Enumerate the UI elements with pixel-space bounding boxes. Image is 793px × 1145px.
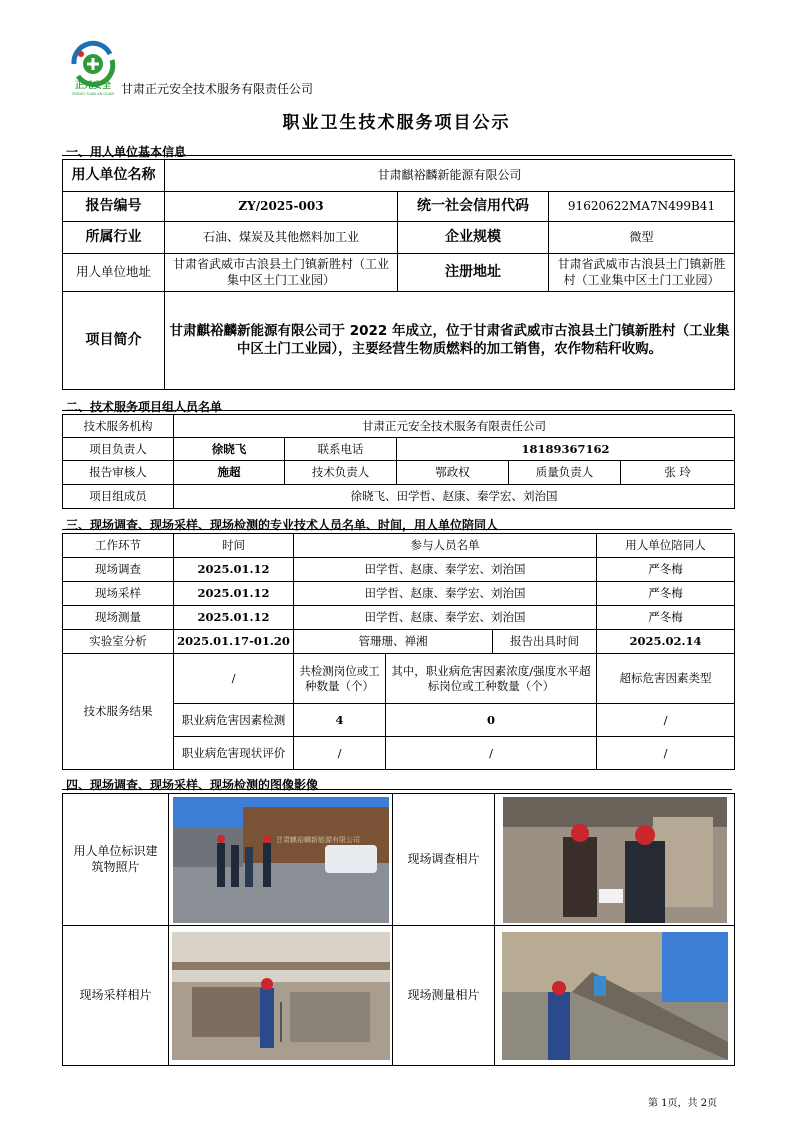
eval-total: / xyxy=(294,737,386,770)
row-stage: 现场采样 xyxy=(63,582,174,606)
tech-lead-value: 鄂政权 xyxy=(397,461,509,485)
report-no-label: 报告编号 xyxy=(63,192,165,222)
industry-label: 所属行业 xyxy=(63,222,165,254)
row-people: 田学哲、赵康、秦学宏、刘治国 xyxy=(294,582,597,606)
logo-text: 正元安全 xyxy=(74,81,112,91)
members-value: 徐晓飞、田学哲、赵康、秦学宏、刘治国 xyxy=(174,485,735,509)
eval-type: / xyxy=(597,737,735,770)
credit-code-value: 91620622MA7N499B41 xyxy=(549,192,735,222)
row-people: 田学哲、赵康、秦学宏、刘治国 xyxy=(294,606,597,630)
photo-measurement xyxy=(502,932,728,1060)
row-escort: 严冬梅 xyxy=(597,606,735,630)
table-row xyxy=(63,582,735,606)
header-company-name: 甘肃正元安全技术服务有限责任公司 xyxy=(121,82,314,96)
photo1-label: 用人单位标识建筑物照片 xyxy=(63,794,169,926)
photo-table xyxy=(62,793,735,1066)
photo-onsite-survey xyxy=(503,797,727,923)
section1-rule xyxy=(62,155,732,156)
detect-label: 职业病危害因素检测 xyxy=(174,704,294,737)
photo4-label: 现场测量相片 xyxy=(393,926,495,1066)
org-label: 技术服务机构 xyxy=(63,415,174,438)
row-time: 2025.01.12 xyxy=(174,582,294,606)
row-escort: 严冬梅 xyxy=(597,558,735,582)
reviewer-label: 报告审核人 xyxy=(63,461,174,485)
intro-value: 甘肃麒裕麟新能源有限公司于 2022 年成立，位于甘肃省武威市古浪县土门镇新胜村（工业集中区土门工业园），主要经营生物质燃料的加工销售，农作物秸秆收购。 xyxy=(165,292,735,390)
section3-heading: 三、现场调查、现场采样、现场检测的专业技术人员名单、时间，用人单位陪同人 xyxy=(66,518,499,532)
intro-label: 项目简介 xyxy=(63,292,165,390)
phone-value: 18189367162 xyxy=(397,438,735,461)
row-people: 田学哲、赵康、秦学宏、刘治国 xyxy=(294,558,597,582)
org-value: 甘肃正元安全技术服务有限责任公司 xyxy=(174,415,735,438)
eval-over: / xyxy=(386,737,597,770)
results-slash: / xyxy=(174,654,294,704)
reviewer-value: 施超 xyxy=(174,461,285,485)
reg-address-label: 注册地址 xyxy=(398,254,549,292)
credit-code-label: 统一社会信用代码 xyxy=(398,192,549,222)
lab-label: 实验室分析 xyxy=(63,630,174,654)
row-escort: 严冬梅 xyxy=(597,582,735,606)
basic-info-table xyxy=(62,159,735,390)
lab-people: 管珊珊、禅湘 xyxy=(294,630,493,654)
qa-value: 张 玲 xyxy=(621,461,735,485)
logo-subtext: ZHENG YUAN AN QUAN xyxy=(71,92,115,96)
results-col3: 超标危害因素类型 xyxy=(597,654,735,704)
page-footer: 第 1页，共 2页 xyxy=(648,1098,718,1109)
photo2-cell xyxy=(495,794,735,926)
table-row xyxy=(63,606,735,630)
leader-value: 徐晓飞 xyxy=(174,438,285,461)
photo4-cell xyxy=(495,926,735,1066)
row-stage: 现场调查 xyxy=(63,558,174,582)
lab-time: 2025.01.17-01.20 xyxy=(174,630,294,654)
table-row xyxy=(63,558,735,582)
address-label: 用人单位地址 xyxy=(63,254,165,292)
reg-address-value: 甘肃省武威市古浪县土门镇新胜村（工业集中区土门工业园） xyxy=(549,254,735,292)
members-label: 项目组成员 xyxy=(63,485,174,509)
scale-label: 企业规模 xyxy=(398,222,549,254)
report-date-label: 报告出具时间 xyxy=(493,630,597,654)
report-date-value: 2025.02.14 xyxy=(597,630,735,654)
sign-text: 甘肃麒裕麟新能源有限公司 xyxy=(275,835,360,844)
section1-heading: 一、用人单位基本信息 xyxy=(66,145,187,159)
detect-total: 4 xyxy=(294,704,386,737)
photo1-cell xyxy=(169,794,393,926)
phone-label: 联系电话 xyxy=(285,438,397,461)
photo-sampling xyxy=(172,932,390,1060)
row-time: 2025.01.12 xyxy=(174,606,294,630)
results-col2: 其中，职业病危害因素浓度/强度水平超标岗位或工种数量（个） xyxy=(386,654,597,704)
col-escort: 用人单位陪同人 xyxy=(597,534,735,558)
scale-value: 微型 xyxy=(549,222,735,254)
photo3-cell xyxy=(169,926,393,1066)
col-time: 时间 xyxy=(174,534,294,558)
results-col1: 共检测岗位或工种数量（个） xyxy=(294,654,386,704)
col-stage: 工作环节 xyxy=(63,534,174,558)
employer-value: 甘肃麒裕麟新能源有限公司 xyxy=(165,160,735,192)
employer-label: 用人单位名称 xyxy=(63,160,165,192)
detect-type: / xyxy=(597,704,735,737)
eval-label: 职业病危害现状评价 xyxy=(174,737,294,770)
detect-over: 0 xyxy=(386,704,597,737)
row-time: 2025.01.12 xyxy=(174,558,294,582)
section4-heading: 四、现场调查、现场采样、现场检测的图像影像 xyxy=(66,778,319,792)
row-stage: 现场测量 xyxy=(63,606,174,630)
address-value: 甘肃省武威市古浪县土门镇新胜村（工业集中区土门工业园） xyxy=(165,254,398,292)
photo3-label: 现场采样相片 xyxy=(63,926,169,1066)
leader-label: 项目负责人 xyxy=(63,438,174,461)
section4-rule xyxy=(62,789,732,790)
page-title: 职业卫生技术服务项目公示 xyxy=(282,113,511,133)
qa-label: 质量负责人 xyxy=(509,461,621,485)
team-table xyxy=(62,414,735,509)
tech-lead-label: 技术负责人 xyxy=(285,461,397,485)
col-people: 参与人员名单 xyxy=(294,534,597,558)
photo-building-sign xyxy=(173,797,389,923)
report-no-value: ZY/2025-003 xyxy=(165,192,398,222)
onsite-table xyxy=(62,533,735,770)
section2-rule xyxy=(62,410,732,411)
section2-heading: 二、技术服务项目组人员名单 xyxy=(66,400,223,414)
industry-value: 石油、煤炭及其他燃料加工业 xyxy=(165,222,398,254)
section3-rule xyxy=(62,529,732,530)
company-logo xyxy=(66,34,120,96)
results-label: 技术服务结果 xyxy=(63,654,174,770)
photo2-label: 现场调查相片 xyxy=(393,794,495,926)
